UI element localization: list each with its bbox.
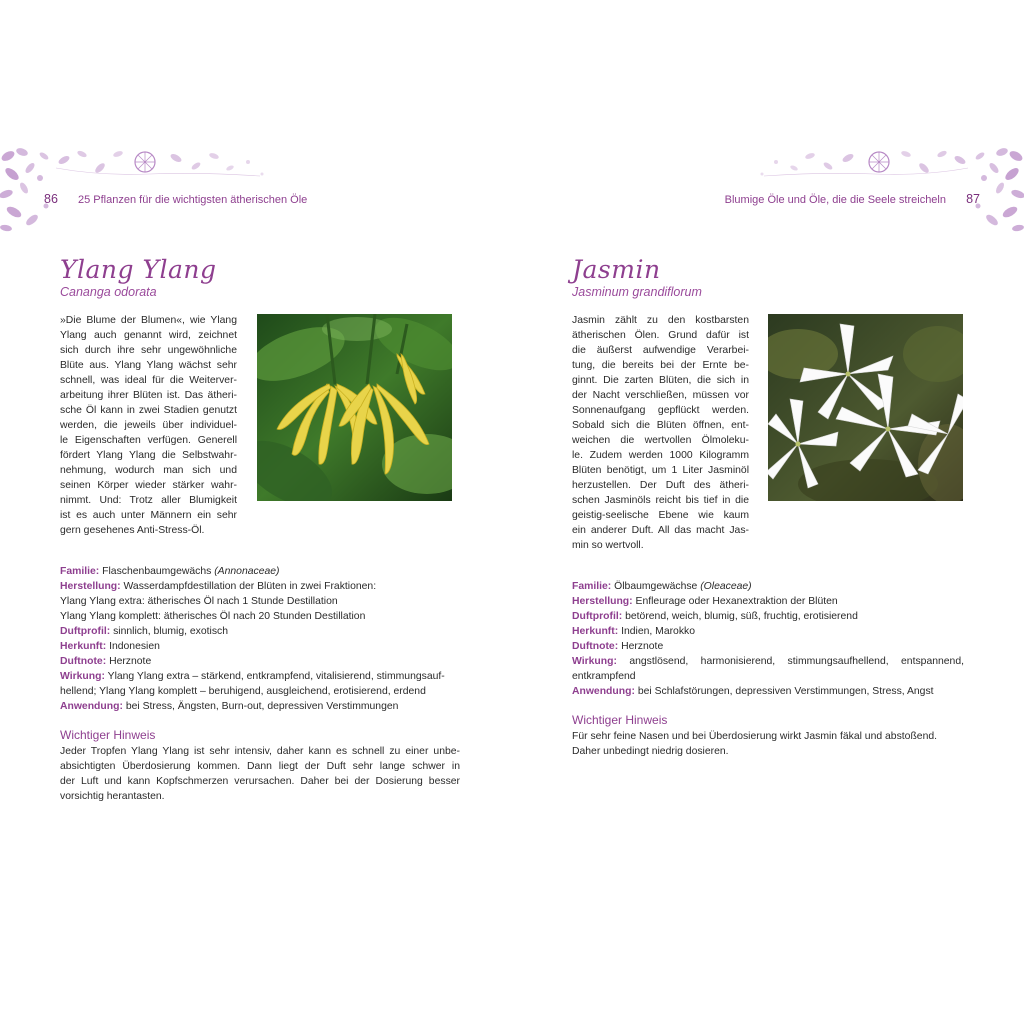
text-line: gern gesehenes Anti-Stress-Öl.: [60, 525, 205, 536]
text-line: Für sehr feine Nasen und bei Überdosierung wirkt Jasmin fäkal und abstoßend.: [572, 731, 938, 742]
text-line: ist es auch unter Männern ein sehr: [60, 510, 237, 521]
page-number: 87: [966, 192, 980, 206]
duftnote-label: Duftnote:: [572, 641, 619, 652]
duftnote-row: [572, 639, 964, 654]
duftprofil-value: sinnlich, blumig, exotisch: [113, 626, 229, 637]
hinweis-body: [572, 729, 972, 759]
plant-properties: [60, 564, 460, 714]
herkunft-value: Indien, Marokko: [621, 626, 696, 637]
herstellung-value: Wasserdampfdestillation der Blüten in zwei Fraktionen:: [123, 581, 377, 592]
anwendung-value: bei Schlafstörungen, depressiven Verstimmungen, Stress, Angst: [637, 686, 934, 697]
familie-latin: (Oleaceae): [700, 581, 752, 592]
duftprofil-row: [60, 624, 460, 639]
wirkung-row: [572, 654, 964, 669]
hinweis-body: [60, 744, 460, 804]
text-line: ginnt. Die zarten Blüten, die sich in: [572, 375, 749, 386]
text-line: »Die Blume der Blumen«, wie Ylang: [60, 315, 237, 326]
text-line: ein anderer Duft. All das macht Jas-: [572, 525, 749, 536]
text-line: sich durch ihre sehr ungewöhnliche: [60, 345, 237, 356]
herstellung-value: Enfleurage oder Hexanextraktion der Blüten: [635, 596, 838, 607]
hinweis-heading: Wichtiger Hinweis: [60, 728, 156, 742]
text-line: sche Öl kann in zwei Stadien genutzt: [60, 405, 237, 416]
duftprofil-value: betörend, weich, blumig, süß, fruchtig, erotisierend: [625, 611, 858, 622]
text-line: Jeder Tropfen Ylang Ylang ist sehr intensiv, daher kann es schnell zu einer unbe-: [60, 746, 460, 757]
duftprofil-row: [572, 609, 964, 624]
text-line: ätherischen Ölen. Grund dafür ist: [572, 330, 749, 341]
herstellung-label: Herstellung:: [572, 596, 633, 607]
wirkung-continuation: hellend; Ylang Ylang komplett – beruhigend, ausgleichend, erotisierend, erdend: [60, 686, 426, 697]
wirkung-continuation: entkrampfend: [572, 671, 636, 682]
wirkung-value: angstlösend, harmonisierend, stimmungsaufhellend, entspannend,: [629, 656, 964, 667]
text-line: werden, die jeweils über individuel-: [60, 420, 237, 431]
text-line: Sobald sich die Blüten öffnen, ent-: [572, 420, 749, 431]
herstellung-label: Herstellung:: [60, 581, 121, 592]
text-line: die äußerst aufwendige Verarbei-: [572, 345, 749, 356]
plant-properties: [572, 579, 964, 699]
familie-label: Familie:: [60, 566, 100, 577]
plant-latin-name: Cananga odorata: [60, 285, 157, 299]
wirkung-value: Ylang Ylang extra – stärkend, entkrampfend, vitalisierend, stimmungsauf-: [107, 671, 445, 682]
plant-latin-name: Jasminum grandiflorum: [572, 285, 702, 299]
anwendung-row: [60, 699, 460, 714]
text-line: tung, die bereits bei der Ernte be-: [572, 360, 749, 371]
familie-row: [572, 579, 964, 594]
plant-intro: [60, 313, 237, 538]
text-line: Blüten benötigt, um 1 Liter Jasminöl: [572, 465, 749, 476]
text-line: der Nacht verschließen, müssen vor: [572, 390, 749, 401]
herstellung-extra-row: Ylang Ylang extra: ätherisches Öl nach 1 Stunde Destillation: [60, 596, 338, 607]
plant-title: Ylang Ylang: [60, 255, 217, 284]
anwendung-value: bei Stress, Ängsten, Burn-out, depressiven Verstimmungen: [125, 701, 399, 712]
herkunft-row: [60, 639, 460, 654]
wirkung-row: [60, 669, 460, 684]
familie-value: Ölbaumgewächse: [614, 581, 698, 592]
plant-title: Jasmin: [572, 255, 661, 284]
floral-ornament-icon: [754, 146, 1024, 236]
herkunft-value: Indonesien: [109, 641, 160, 652]
duftprofil-label: Duftprofil:: [60, 626, 111, 637]
wirkung-label: Wirkung:: [60, 671, 105, 682]
duftnote-row: [60, 654, 460, 669]
text-line: der Luft und kann Kopfschmerzen verursachen. Daher bei der Dosierung besser: [60, 776, 460, 787]
familie-value: Flaschenbaumgewächs: [102, 566, 212, 577]
herkunft-label: Herkunft:: [60, 641, 107, 652]
text-line: Daher unbedingt niedrig dosieren.: [572, 746, 729, 757]
text-line: le. Zudem werden 1000 Kilogramm: [572, 450, 749, 461]
jasmine-flower-photo: [768, 314, 963, 501]
herkunft-label: Herkunft:: [572, 626, 619, 637]
text-line: Sonnenaufgang gepflückt werden.: [572, 405, 749, 416]
text-line: min so wertvoll.: [572, 540, 644, 551]
plant-intro: [572, 313, 749, 553]
wirkung-label: Wirkung:: [572, 656, 617, 667]
familie-label: Familie:: [572, 581, 612, 592]
text-line: schen Jasminöls reicht bis tief in die: [572, 495, 749, 506]
text-line: seinen Körper wieder stärker wahr-: [60, 480, 237, 491]
text-line: geistig-seelische Ebene wie kaum: [572, 510, 749, 521]
anwendung-row: [572, 684, 964, 699]
text-line: weichen die wertvollen Ölmoleku-: [572, 435, 749, 446]
text-line: schnell, was ideal für die Weiterver-: [60, 375, 237, 386]
text-line: Ylang auch genannt wird, zeichnet: [60, 330, 237, 341]
duftprofil-label: Duftprofil:: [572, 611, 623, 622]
anwendung-label: Anwendung:: [572, 686, 635, 697]
herkunft-row: [572, 624, 964, 639]
familie-latin: (Annonaceae): [214, 566, 280, 577]
familie-row: [60, 564, 460, 579]
text-line: le Eigenschaften verfügen. Generell: [60, 435, 237, 446]
text-line: nehmung, wodurch man sich und: [60, 465, 237, 476]
herstellung-row: [60, 579, 460, 594]
text-line: vorsichtig herantasten.: [60, 791, 165, 802]
running-header: Blumige Öle und Öle, die die Seele streicheln: [724, 194, 946, 206]
herstellung-extra-row: Ylang Ylang komplett: ätherisches Öl nach 20 Stunden Destillation: [60, 611, 366, 622]
text-line: nimmt. Und: Trotz aller Blumigkeit: [60, 495, 237, 506]
duftnote-value: Herznote: [109, 656, 152, 667]
running-header: 25 Pflanzen für die wichtigsten ätherischen Öle: [78, 194, 308, 206]
text-line: fördert Ylang Ylang die Selbstwahr-: [60, 450, 237, 461]
text-line: Blüte aus. Ylang Ylang wächst sehr: [60, 360, 237, 371]
duftnote-value: Herznote: [621, 641, 664, 652]
text-line: herzustellen. Der Duft des ätheri-: [572, 480, 749, 491]
duftnote-label: Duftnote:: [60, 656, 107, 667]
text-line: absichtigten Überdosierung kommen. Dann liegt der Duft sehr lange schwer in: [60, 761, 460, 772]
text-line: Jasmin zählt zu den kostbarsten: [572, 315, 749, 326]
floral-ornament-icon: [0, 146, 270, 236]
page-number: 86: [44, 192, 58, 206]
herstellung-row: [572, 594, 964, 609]
anwendung-label: Anwendung:: [60, 701, 123, 712]
text-line: arbeitung ihrer Blüten ist. Das ätheri-: [60, 390, 237, 401]
hinweis-heading: Wichtiger Hinweis: [572, 713, 668, 727]
ylang-ylang-flower-photo: [257, 314, 452, 501]
